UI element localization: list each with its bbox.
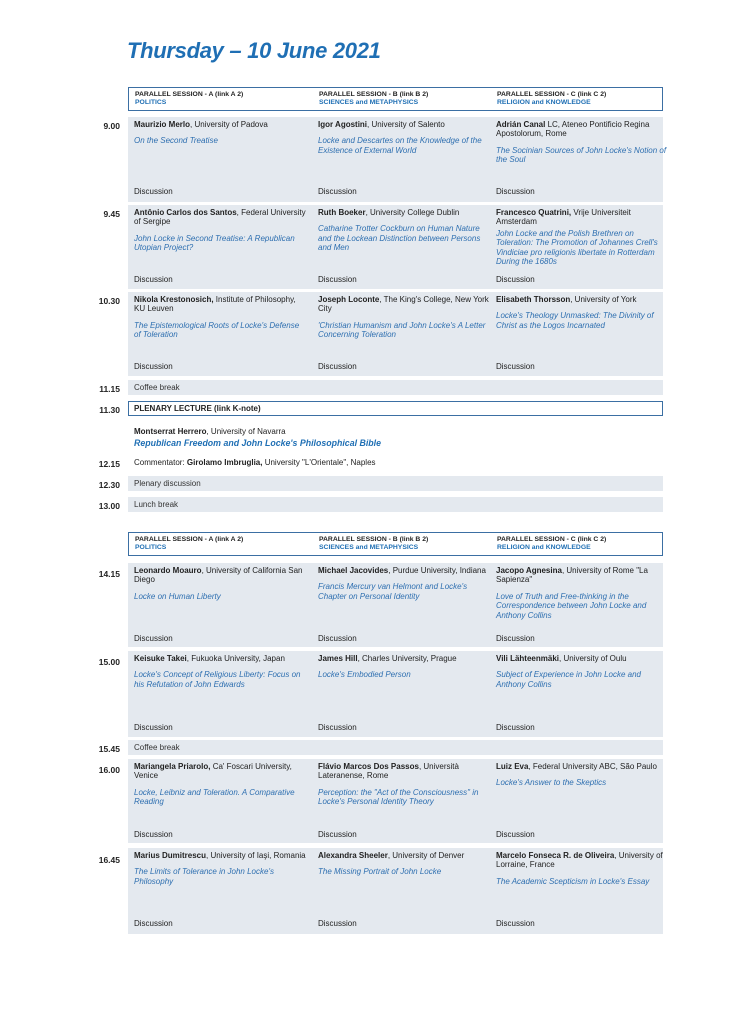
speaker (134, 851, 306, 860)
commentator-name: Girolamo Imbruglia, (186, 458, 263, 467)
talk-cell (134, 654, 306, 689)
speaker-name: Keisuke Takei (134, 654, 187, 663)
speaker-affiliation: , Federal University of Sergipe (134, 208, 306, 227)
talk-title: John Locke in Second Treatise: A Republican Utopian Project? (134, 233, 295, 253)
talk-cell (496, 566, 668, 620)
session-b-topic: SCIENCES and METAPHYSICS (319, 99, 419, 106)
speaker (318, 851, 490, 860)
slot-time: 11.15 (99, 384, 120, 394)
speaker (134, 654, 306, 663)
talk-title: John Locke and the Polish Brethren on Toleration: The Promotion of Johannes Crell's Vindiciae pro religionis libertate in Rotterdam During the 1680s (496, 228, 658, 267)
speaker-affiliation: , University of Rome "La Sapienza" (496, 566, 648, 585)
discussion-label: Discussion (318, 187, 357, 196)
discussion-label: Discussion (134, 830, 173, 839)
speaker-name: Nikola Krestonosich, (134, 295, 214, 304)
discussion-label: Discussion (134, 362, 173, 371)
speaker-affiliation: Vrije Universiteit Amsterdam (496, 208, 631, 227)
session-a-topic: POLITICS (135, 544, 167, 551)
discussion-label: Discussion (318, 830, 357, 839)
speaker-affiliation: LC, Ateneo Pontificio Regina Apostolorum, Rome (496, 120, 650, 139)
discussion-label: Discussion (496, 362, 535, 371)
lunch-break-label: Lunch break (134, 500, 179, 509)
speaker-affiliation: , University of Padova (190, 120, 268, 129)
talk-cell (318, 120, 490, 155)
discussion-label: Discussion (318, 723, 357, 732)
plenary-header (128, 401, 663, 416)
talk-cell (134, 851, 306, 886)
speaker-name: Vili Lähteenmäki (496, 654, 559, 663)
schedule-row (128, 292, 663, 376)
slot-time: 16.00 (98, 765, 120, 775)
session-c-label: PARALLEL SESSION - C (link C 2) (497, 536, 607, 543)
speaker-name: Maurizio Merlo (134, 120, 191, 129)
talk-cell (496, 295, 668, 330)
talk-cell (318, 566, 490, 601)
talk-title: 'Christian Humanism and John Locke's A Letter Concerning Toleration (318, 320, 486, 340)
talk-title: Locke and Descartes on the Knowledge of the Existence of External World (318, 136, 482, 155)
discussion-label: Discussion (134, 634, 173, 643)
talk-title: The Epistemological Roots of Locke's Defense of Toleration (134, 320, 300, 340)
plenary-title: Republican Freedom and John Locke's Philosophical Bible (134, 438, 381, 448)
slot-time: 13.00 (98, 501, 120, 511)
speaker (318, 566, 490, 575)
commentator-prefix: Commentator: (134, 458, 187, 467)
talk-cell (318, 762, 490, 807)
session-header (128, 87, 663, 111)
talk-cell (134, 295, 306, 340)
talk-cell (318, 654, 490, 680)
slot-time: 15.45 (98, 744, 120, 754)
slot-time: 16.45 (98, 855, 120, 865)
schedule-row (128, 848, 663, 934)
coffee-break-row (128, 380, 663, 395)
plenary-speaker (134, 427, 286, 436)
session-b-header (319, 536, 494, 552)
talk-cell (496, 851, 668, 886)
speaker-affiliation: , University of York (570, 295, 637, 304)
discussion-label: Discussion (318, 362, 357, 371)
slot-time: 12.15 (98, 459, 120, 469)
plenary-discussion-label: Plenary discussion (134, 479, 201, 488)
session-a-label: PARALLEL SESSION - A (link A 2) (135, 536, 244, 543)
speaker-affiliation: Institute of Philosophy, KU Leuven (134, 295, 296, 314)
schedule-row (128, 117, 667, 202)
plenary-commentator (134, 458, 376, 467)
discussion-label: Discussion (496, 275, 535, 284)
discussion-label: Discussion (318, 275, 357, 284)
speaker-name: Luiz Eva (496, 762, 529, 771)
schedule-row (128, 205, 663, 289)
discussion-label: Discussion (496, 187, 535, 196)
slot-time: 14.15 (98, 569, 120, 579)
speaker-affiliation: , University of Lorraine, France (496, 851, 663, 870)
session-c-label: PARALLEL SESSION - C (link C 2) (497, 91, 607, 98)
speaker (496, 566, 668, 585)
talk-cell (318, 208, 490, 253)
talk-cell (496, 654, 668, 689)
session-header (128, 532, 663, 556)
schedule-row (128, 759, 663, 843)
coffee-break-label: Coffee break (134, 743, 180, 752)
talk-cell (496, 208, 668, 266)
speaker-name: Flávio Marcos Dos Passos (318, 762, 419, 771)
speaker-affiliation: , University of Salento (367, 120, 445, 129)
schedule-row (128, 651, 663, 737)
speaker-name: Antônio Carlos dos Santos (134, 208, 237, 217)
speaker-affiliation: , University of Iaşi, Romania (206, 851, 306, 860)
speaker-name: Francesco Quatrini, (496, 208, 572, 217)
talk-title: Locke's Answer to the Skeptics (496, 778, 607, 788)
talk-title: On the Second Treatise (134, 136, 218, 146)
speaker (134, 295, 306, 314)
discussion-label: Discussion (318, 919, 357, 928)
speaker-name: Alexandra Sheeler (318, 851, 388, 860)
speaker (134, 120, 306, 129)
speaker (134, 566, 306, 585)
slot-time: 9.45 (103, 209, 120, 219)
speaker (318, 762, 490, 781)
talk-title: Subject of Experience in John Locke and Anthony Collins (496, 670, 641, 689)
session-c-header (497, 91, 672, 107)
talk-title: The Missing Portrait of John Locke (318, 867, 442, 877)
discussion-label: Discussion (496, 919, 535, 928)
speaker-affiliation: , University of Oulu (559, 654, 627, 663)
speaker-affiliation: , Università Lateranense, Rome (318, 762, 459, 781)
speaker-name: Jacopo Agnesina (496, 566, 562, 575)
speaker (496, 762, 668, 771)
speaker (496, 654, 668, 663)
session-a-topic: POLITICS (135, 99, 167, 106)
speaker-name: Igor Agostini (318, 120, 368, 129)
talk-title: Perception: the "Act of the Consciousness" in Locke's Personal Identity Theory (318, 787, 479, 807)
speaker (496, 295, 668, 304)
speaker-name: Leonardo Moauro (134, 566, 202, 575)
talk-title: Catharine Trotter Cockburn on Human Nature and the Lockean Distinction between Persons and Men (318, 224, 481, 253)
speaker (134, 208, 306, 227)
speaker-affiliation: , University of California San Diego (134, 566, 303, 585)
discussion-label: Discussion (134, 275, 173, 284)
speaker-affiliation: , The King's College, New York City (318, 295, 489, 314)
slot-time: 9.00 (103, 121, 120, 131)
session-b-header (319, 91, 494, 107)
speaker (496, 120, 668, 139)
speaker-affiliation: , University College Dublin (365, 208, 460, 217)
talk-title: Locke, Leibniz and Toleration. A Comparative Reading (134, 787, 295, 807)
speaker-name: Marcelo Fonseca R. de Oliveira (496, 851, 615, 860)
talk-cell (134, 208, 306, 253)
speaker-affiliation: , University of Denver (387, 851, 465, 860)
session-c-topic: RELIGION and KNOWLEDGE (497, 99, 591, 106)
session-a-label: PARALLEL SESSION - A (link A 2) (135, 91, 244, 98)
plenary-discussion-row (128, 476, 663, 491)
speaker-affiliation: , Purdue University, Indiana (388, 566, 486, 575)
speaker (318, 654, 490, 663)
discussion-label: Discussion (496, 723, 535, 732)
speaker-name: Marius Dumitrescu (134, 851, 207, 860)
speaker (496, 208, 668, 227)
plenary-label: PLENARY LECTURE (link K-note) (134, 404, 261, 413)
talk-title: Locke's Concept of Religious Liberty: Focus on his Refutation of John Edwards (134, 670, 301, 689)
page-title: Thursday – 10 June 2021 (127, 38, 381, 63)
discussion-label: Discussion (318, 634, 357, 643)
session-a-header (135, 536, 310, 552)
talk-title: Locke on Human Liberty (134, 591, 221, 601)
session-b-label: PARALLEL SESSION - B (link B 2) (319, 91, 429, 98)
discussion-label: Discussion (134, 187, 173, 196)
talk-title: The Socinian Sources of John Locke's Notion of the Soul (496, 145, 667, 165)
coffee-break-label: Coffee break (134, 383, 180, 392)
talk-cell (134, 120, 306, 146)
slot-time: 10.30 (98, 296, 120, 306)
slot-time: 11.30 (99, 405, 120, 415)
speaker-name: Michael Jacovides (318, 566, 389, 575)
speaker (318, 208, 490, 217)
lunch-break-row (128, 497, 663, 512)
speaker-name: Adrián Canal (496, 120, 546, 129)
speaker-affiliation: , Federal University ABC, São Paulo (528, 762, 657, 771)
talk-cell (318, 851, 490, 877)
talk-title: The Academic Scepticism in Locke's Essay (496, 876, 650, 886)
talk-cell (496, 762, 668, 788)
talk-title: Locke's Embodied Person (318, 670, 411, 680)
speaker-name: Ruth Boeker (318, 208, 366, 217)
talk-cell (134, 762, 306, 807)
discussion-label: Discussion (496, 634, 535, 643)
discussion-label: Discussion (134, 919, 173, 928)
talk-title: Locke's Theology Unmasked: The Divinity of Christ as the Logos Incarnated (496, 311, 654, 330)
discussion-label: Discussion (496, 830, 535, 839)
speaker (496, 851, 668, 870)
speaker (318, 120, 490, 129)
speaker-name: Mariangela Priarolo, (134, 762, 211, 771)
speaker-affiliation: , University of Navarra (206, 427, 286, 436)
slot-time: 15.00 (98, 657, 120, 667)
talk-title: The Limits of Tolerance in John Locke's Philosophy (134, 867, 274, 886)
session-c-topic: RELIGION and KNOWLEDGE (497, 544, 591, 551)
speaker-name: Joseph Loconte (318, 295, 380, 304)
schedule-row (128, 563, 663, 647)
speaker-name: Elisabeth Thorsson (496, 295, 571, 304)
session-b-label: PARALLEL SESSION - B (link B 2) (319, 536, 429, 543)
session-b-topic: SCIENCES and METAPHYSICS (319, 544, 419, 551)
speaker-affiliation: Ca' Foscari University, Venice (134, 762, 292, 781)
speaker-name: Montserrat Herrero (134, 427, 207, 436)
speaker (134, 762, 306, 781)
speaker-affiliation: , Fukuoka University, Japan (186, 654, 285, 663)
talk-cell (496, 120, 668, 165)
talk-cell (318, 295, 490, 340)
session-c-header (497, 536, 672, 552)
talk-title: Francis Mercury van Helmont and Locke's Chapter on Personal Identity (318, 582, 468, 601)
commentator-affiliation: University "L'Orientale", Naples (262, 458, 376, 467)
session-a-header (135, 91, 310, 107)
slot-time: 12.30 (98, 480, 120, 490)
coffee-break-row (128, 740, 663, 755)
discussion-label: Discussion (134, 723, 173, 732)
speaker-affiliation: , Charles University, Prague (357, 654, 457, 663)
talk-title: Love of Truth and Free-thinking in the Correspondence between John Locke and Anthony Collins (496, 591, 647, 620)
talk-cell (134, 566, 306, 601)
speaker (318, 295, 490, 314)
speaker-name: James Hill (318, 654, 358, 663)
